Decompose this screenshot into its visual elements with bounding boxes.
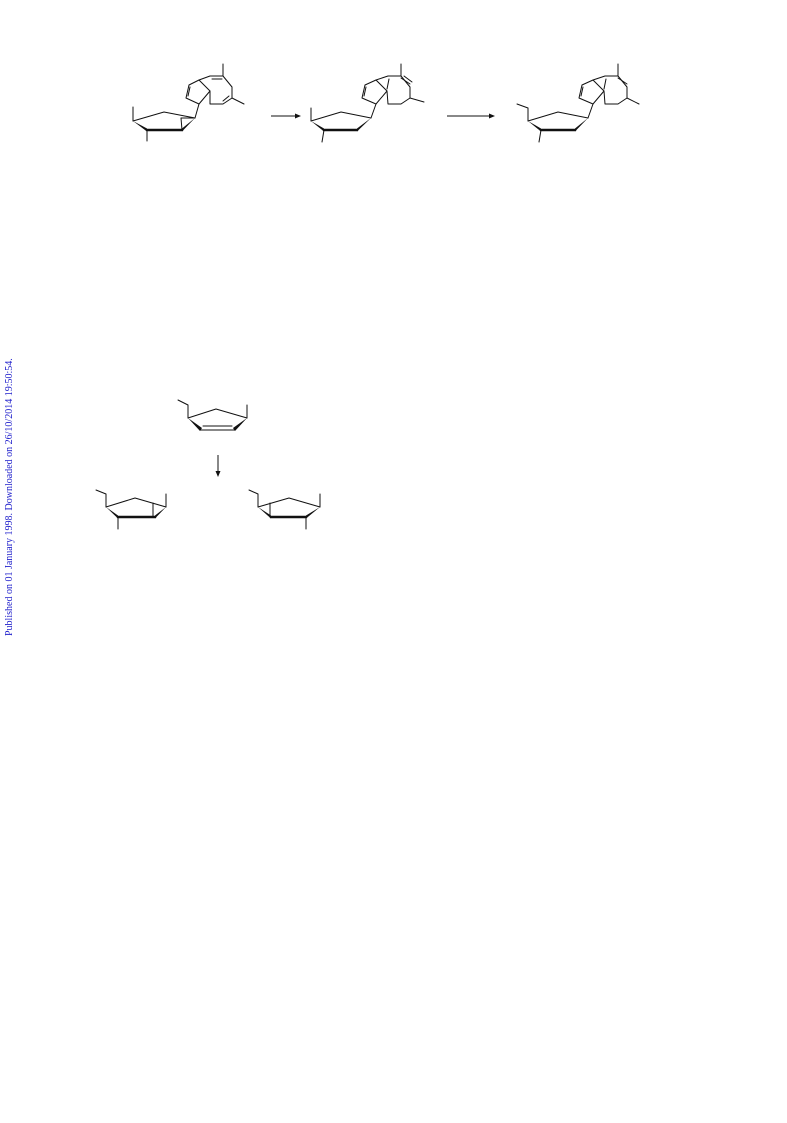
download-notice[interactable]: Published on 01 January 1998. Downloaded on 26/10/2014 19:50:54.	[4, 358, 15, 636]
reaction-arrow-2	[447, 114, 495, 119]
nucleoside-2	[311, 64, 424, 142]
nucleoside-3	[517, 64, 639, 142]
nucleoside-1	[133, 64, 244, 141]
cyclopentane-b	[249, 490, 320, 529]
cyclopentene	[178, 400, 247, 431]
reaction-arrow-1	[271, 114, 301, 119]
reaction-arrow-3	[216, 455, 221, 477]
cyclopentane-a	[96, 490, 166, 529]
